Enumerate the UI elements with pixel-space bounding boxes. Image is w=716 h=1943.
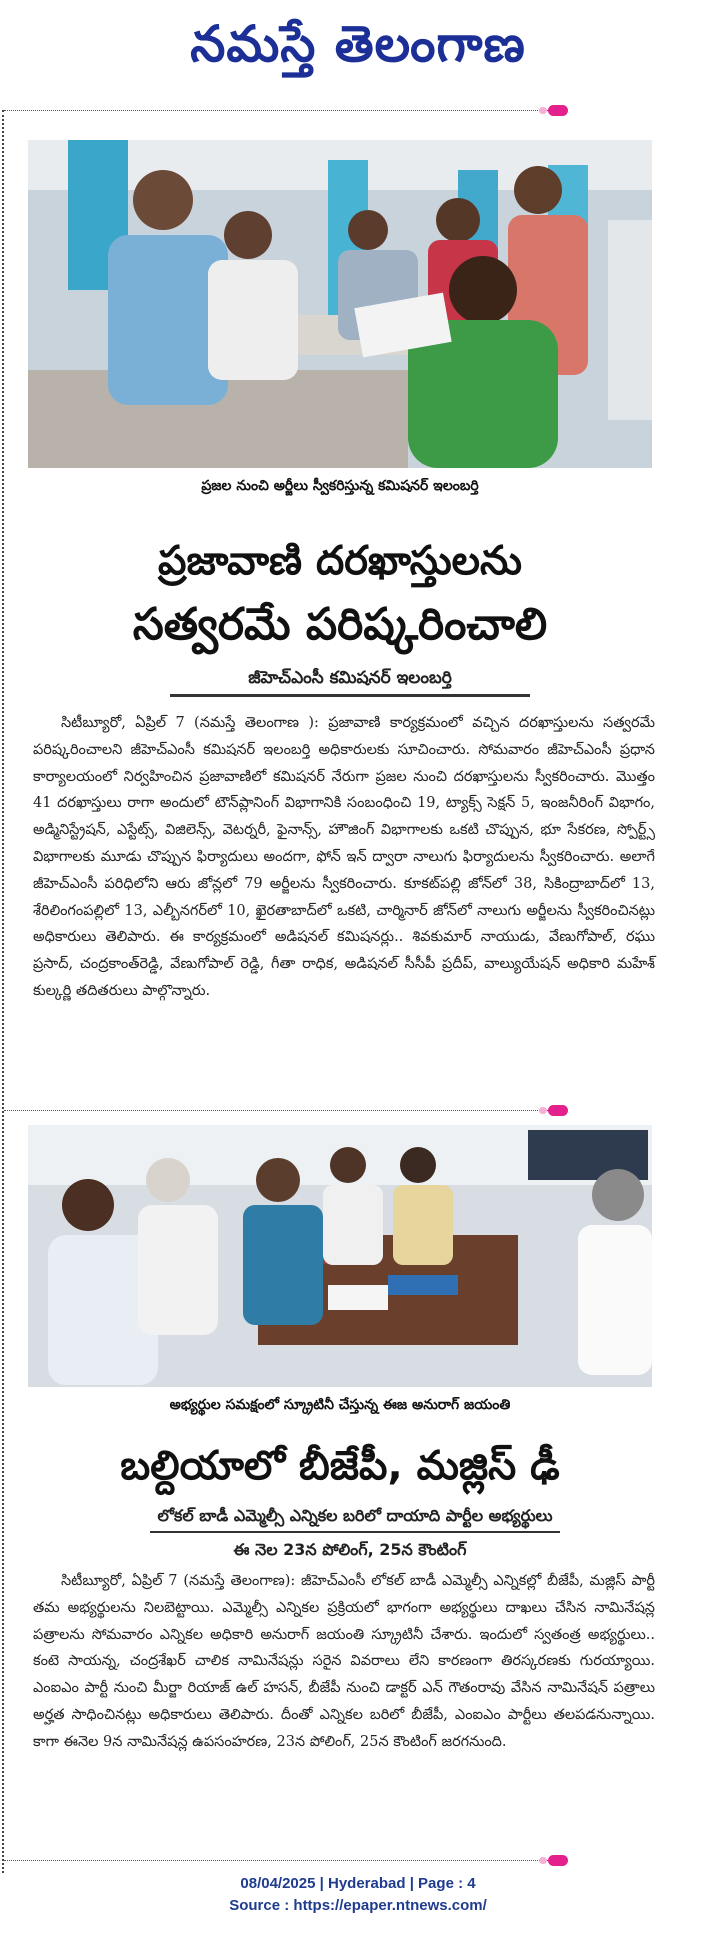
page-frame-border bbox=[2, 110, 6, 1873]
footer-date-location: 08/04/2025 | Hyderabad | Page : 4 bbox=[240, 1875, 476, 1892]
story1-photo-illustration bbox=[28, 140, 652, 468]
separator-top bbox=[4, 110, 566, 111]
separator-middle bbox=[4, 1110, 566, 1111]
story1-body: సిటీబ్యూరో, ఏప్రిల్ 7 (నమస్తే తెలంగాణ ): ప్రజావాణి కార్యక్రమంలో వచ్చిన దరఖాస్తులను సత్వరమే పరిష్కరించాలని జీహెచ్ఎంసీ కమిషనర్ ఇలంబర్తి అధికారులకు సూచించారు. సోమవారం జీహెచ్ఎంసీ ప్రధాన కార్యాలయంలో నిర్వహించిన ప్రజావాణిలో కమిషనర్ నేరుగా ప్రజల నుంచి దరఖాస్తులను స్వీకరించారు. మొత్తం 41 దరఖాస్తులు రాగా అందులో టౌన్‌ప్లానింగ్ విభాగానికి సంబంధించి 19, ట్యాక్స్ సెక్షన్ 5, ఇంజనీరింగ్ విభాగం, అడ్మినిస్ట్రేషన్, ఎస్టేట్స్, విజిలెన్స్, వెటర్నరీ, ఫైనాన్స్, హౌజింగ్ విభాగాలకు ఒకటి చొప్పున, భూ సేకరణ, స్పోర్ట్స్ విభాగాలకు మూడు చొప్పున ఫిర్యాదులు అందగా, ఫోన్ ఇన్ ద్వారా నాలుగు ఫిర్యాదులను స్వీకరించారు. అలాగే జీహెచ్ఎంసీ పరిధిలోని ఆరు జోన్లలో 79 అర్జీలను స్వీకరించారు. కూకట్‌పల్లి జోన్‌లో 38, సికింద్రాబాద్‌లో 13, శేరిలింగంపల్లిలో 13, ఎల్బీనగర్‌లో 10, ఖైరతాబాద్‌లో ఒకటి, చార్మినార్ జోన్‌లో నాలుగు అర్జీలను స్వీకరించినట్లు అధికారులు తెలిపారు. ఈ కార్యక్రమంలో అడిషనల్ కమిషనర్లు.. శివకుమార్ నాయుడు, వేణుగోపాల్, రఘు ప్రసాద్, చంద్రకాంత్‌రెడ్డి, వేణుగోపాల్ రెడ్డి, గీతా రాధిక, అడిషనల్ సీసీపీ ప్రదీప్, వాల్యుయేషన్ అధికారి మహేశ్ కుల్కర్ణి తదితరులు పాల్గొన్నారు. bbox=[33, 715, 655, 999]
story1-headline-line1: ప్రజావాణి దరఖాస్తులను bbox=[158, 538, 522, 584]
accent-dot-icon bbox=[548, 1855, 568, 1866]
page-footer bbox=[0, 1873, 716, 1917]
story1-photo bbox=[28, 140, 652, 468]
story1-headline-line2: సత్వరమే పరిష్కరించాలి bbox=[132, 599, 548, 650]
footer-source: Source : https://epaper.ntnews.com/ bbox=[229, 1897, 487, 1914]
story2-photo bbox=[28, 1125, 652, 1387]
story1-photo-caption: ప్రజల నుంచి అర్జీలు స్వీకరిస్తున్న కమిషనర్ ఇలంబర్తి bbox=[201, 478, 479, 494]
accent-dot-icon bbox=[548, 105, 568, 116]
separator-bottom bbox=[4, 1860, 566, 1861]
story2-photo-illustration bbox=[28, 1125, 652, 1387]
story2-photo-caption: అభ్యర్థుల సమక్షంలో స్క్రూటినీ చేస్తున్న ఈజ అనురాగ్ జయంతి bbox=[169, 1397, 511, 1413]
accent-dot-icon bbox=[548, 1105, 568, 1116]
masthead-logo: నమస్తే తెలంగాణ bbox=[190, 14, 526, 73]
story2-subhead1: లోకల్ బాడీ ఎమ్మెల్సీ ఎన్నికల బరిలో దాయాది పార్టీల అభ్యర్థులు bbox=[150, 1506, 560, 1533]
story2-body: సిటీబ్యూరో, ఏప్రిల్ 7 (నమస్తే తెలంగాణ): జీహెచ్ఎంసీ లోకల్ బాడీ ఎమ్మెల్సీ ఎన్నికల్లో బీజేపీ, మజ్లిస్ పార్టీ తమ అభ్యర్థులను నిలబెట్టాయి. ఎమ్మెల్సీ ఎన్నికల ప్రక్రియలో భాగంగా అభ్యర్థులు దాఖలు చేసిన నామినేషన్ల పత్రాలను సోమవారం ఎన్నికల అధికారి అనురాగ్ జయంతి స్క్రూటినీ చేశారు. ఇందులో స్వతంత్ర అభ్యర్థులు.. కంటె సాయన్న, చంద్రశేఖర్ చాలిక నామినేషన్లు సరైన వివరాలు లేని కారణంగా తిరస్కరణకు గురయ్యాయి. ఎంఐఎం పార్టీ నుంచి మీర్జా రియాజ్ ఉల్ హసన్, బీజేపీ నుంచి డాక్టర్ ఎన్ గౌతంరావు వేసిన నామినేషన్ పత్రాలు అర్హత సాధించినట్లు అధికారులు తెలిపారు. దీంతో ఎన్నికల బరిలో బీజేపీ, ఎంఐఎం పార్టీలు తలపడనున్నాయి. కాగా ఈనెల 9న నామినేషన్ల ఉపసంహరణ, 23న పోలింగ్, 25న కౌంటింగ్ జరగనుంది. bbox=[33, 1573, 655, 1750]
story1-subhead: జీహెచ్ఎంసీ కమిషనర్ ఇలంబర్తి bbox=[170, 668, 530, 697]
story2-subhead2: ఈ నెల 23న పోలింగ్, 25న కౌంటింగ్ bbox=[233, 1540, 467, 1559]
story2-headline: బల్దియాలో బీజేపీ, మజ్లిస్ ఢీ bbox=[120, 1443, 560, 1489]
masthead bbox=[0, 0, 716, 100]
